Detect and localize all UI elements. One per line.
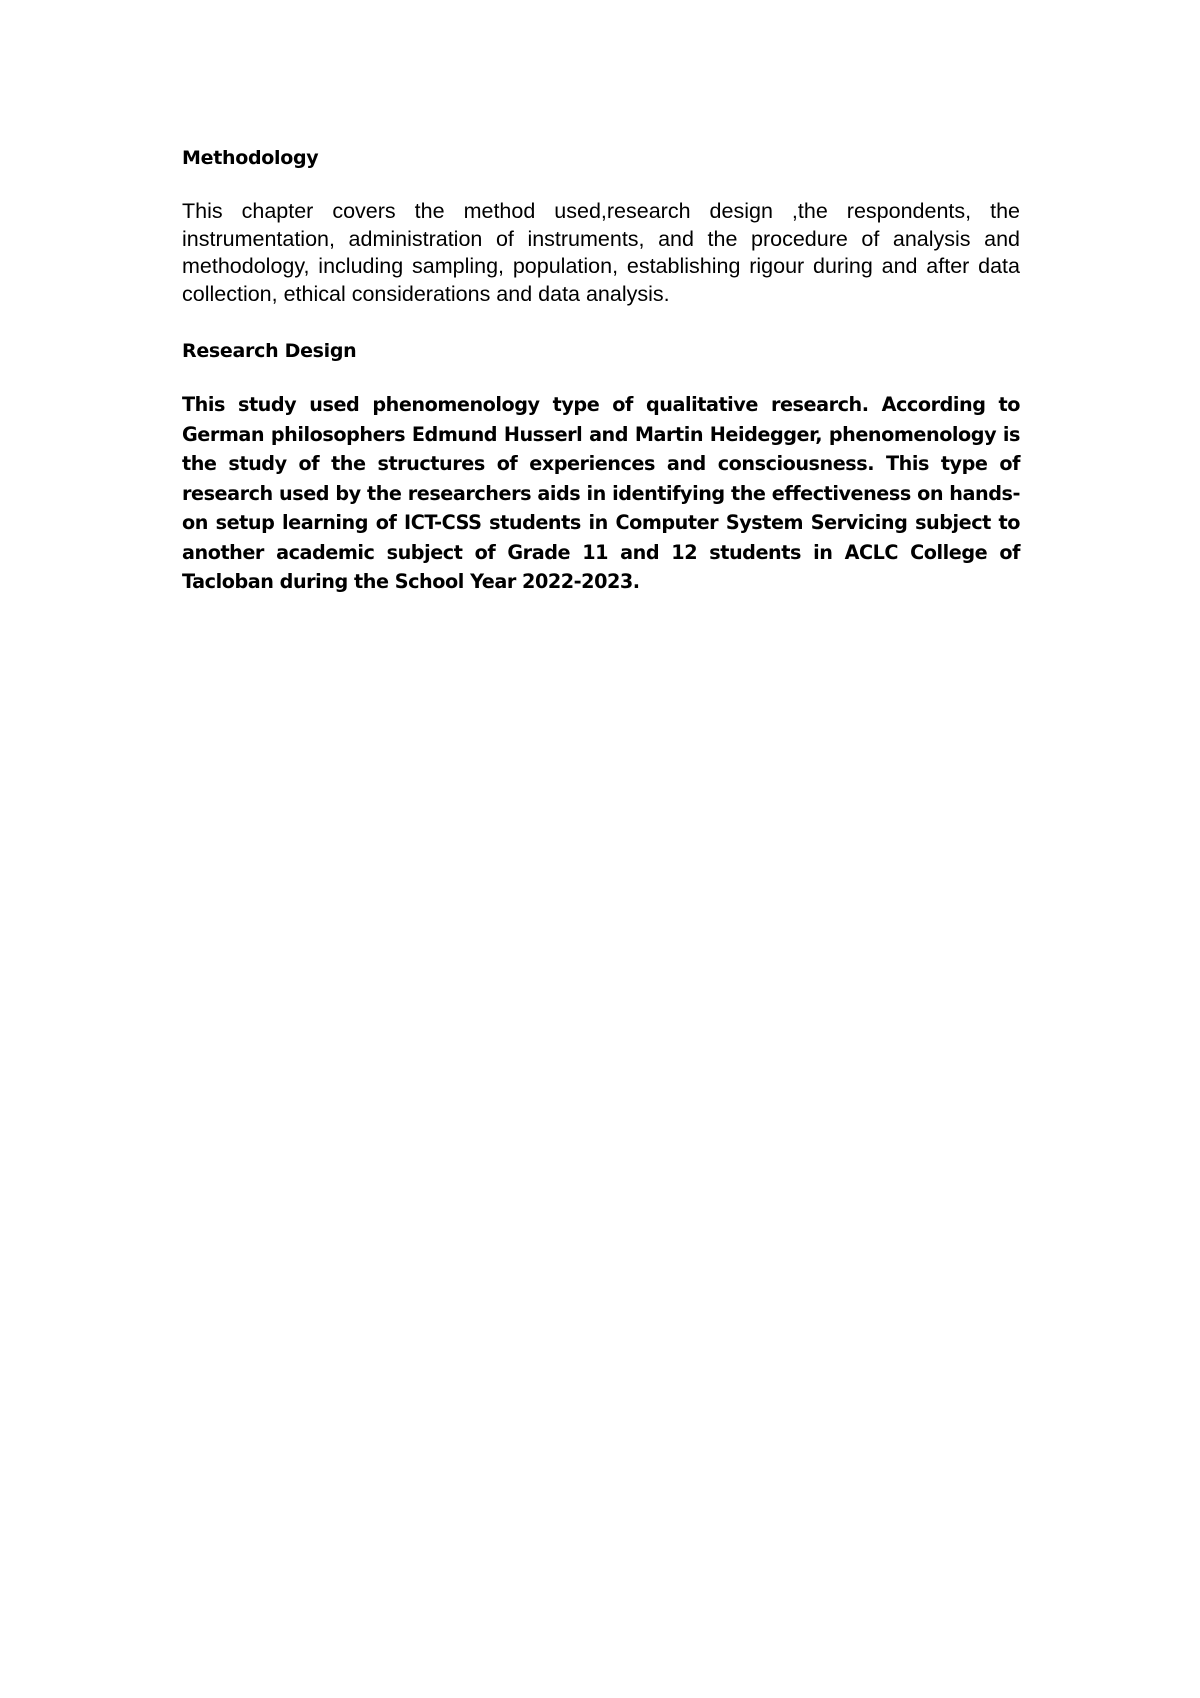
section-heading-methodology: Methodology — [182, 147, 319, 169]
document-body — [182, 146, 1020, 597]
research-design-paragraph: This study used phenomenology type of qualitative research. According to German philosophers Edmund Husserl and Martin Heidegger, phenomenology is the study of the structures of experiences and consciousness. This type of research used by the researchers aids in identifying the effectiveness on hands-on setup learning of ICT-CSS students in Computer System Servicing subject to another academic subject of Grade 11 and 12 students in ACLC College of Tacloban during the School Year 2022-2023. — [182, 393, 1020, 593]
methodology-paragraph: This chapter covers the method used,research design ,the respondents, the instrumentation, administration of instruments, and the procedure of analysis and methodology, including sampling, population, establishing rigour during and after data collection, ethical considerations and data analysis. — [182, 199, 1020, 306]
section-heading-research-design: Research Design — [182, 340, 357, 362]
